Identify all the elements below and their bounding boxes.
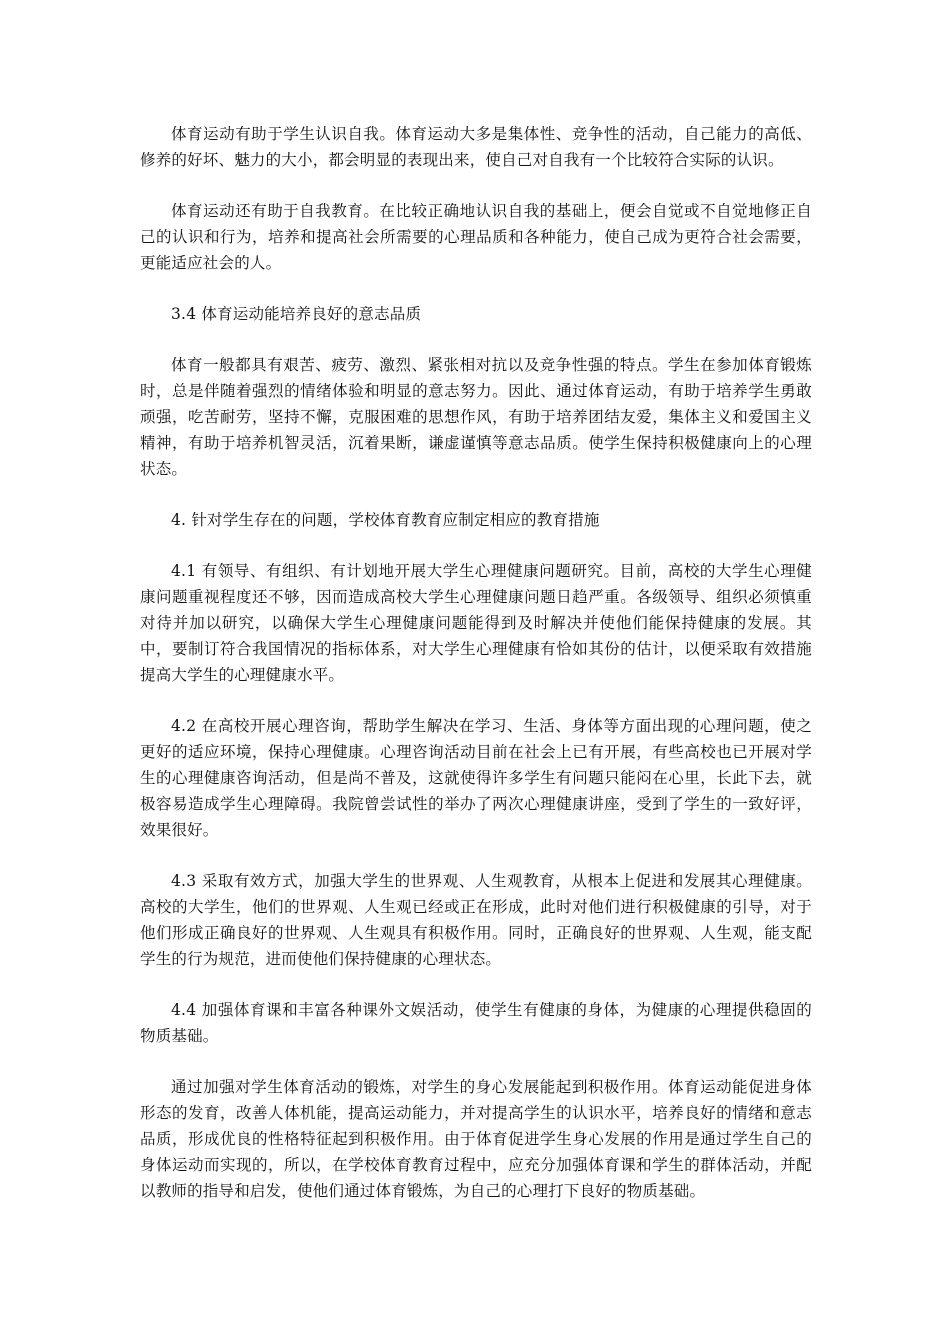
paragraph-conclusion: 通过加强对学生体育活动的锻炼，对学生的身心发展能起到积极作用。体育运动能促进身体形态的发育，改善人体机能，提高运动能力，并对提高学生的认识水平，培养良好的情绪和意志品质，形成优良的性格特征起到积极作用。由于体育促进学生身心发展的作用是通过学生自己的身体运动而实现的，所以，在学校体育教育过程中，应充分加强体育课和学生的群体活动，并配以教师的指导和启发，使他们通过体育锻炼，为自己的心理打下良好的物质基础。 [140, 1078, 812, 1200]
paragraph-self-education: 体育运动还有助于自我教育。在比较正确地认识自我的基础上，便会自觉或不自觉地修正自己的认识和行为，培养和提高社会所需要的心理品质和各种能力，使自己成为更符合社会需要，更能适应社会的人。 [140, 202, 812, 272]
paragraph-4-1: 4.1 有领导、有组织、有计划地开展大学生心理健康问题研究。目前，高校的大学生心理健康问题重视程度还不够，因而造成高校大学生心理健康问题日趋严重。各级领导、组织必须慎重对待并加以研究，以确保大学生心理健康问题能得到及时解决并使他们能保持健康的发展。其中，要制订符合我国情况的指标体系，对大学生心理健康有恰如其份的估计，以便采取有效措施提高大学生的心理健康水平。 [140, 562, 812, 684]
paragraph-4-2: 4.2 在高校开展心理咨询，帮助学生解决在学习、生活、身体等方面出现的心理问题，使之更好的适应环境，保持心理健康。心理咨询活动目前在社会上已有开展，有些高校也已开展对学生的心理健康咨询活动，但是尚不普及，这就使得许多学生有问题只能闷在心里，长此下去，就极容易造成学生心理障碍。我院曾尝试性的举办了两次心理健康讲座，受到了学生的一致好评，效果很好。 [140, 717, 812, 839]
paragraph-willpower: 体育一般都具有艰苦、疲劳、激烈、紧张相对抗以及竞争性强的特点。学生在参加体育锻炼时，总是伴随着强烈的情绪体验和明显的意志努力。因此、通过体育运动，有助于培养学生勇敢顽强，吃苦耐劳，坚持不懈，克服困难的思想作风，有助于培养团结友爱，集体主义和爱国主义精神，有助于培养机智灵活，沉着果断，谦虚谨慎等意志品质。使学生保持积极健康向上的心理状态。 [140, 356, 812, 478]
section-heading-4: 4. 针对学生存在的问题，学校体育教育应制定相应的教育措施 [171, 511, 600, 529]
paragraph-4-3: 4.3 采取有效方式，加强大学生的世界观、人生观教育，从根本上促进和发展其心理健康。高校的大学生，他们的世界观、人生观已经或正在形成，此时对他们进行积极健康的引导，对于他们形成正确良好的世界观、人生观具有积极作用。同时，正确良好的世界观、人生观，能支配学生的行为规范，进而使他们保持健康的心理状态。 [140, 872, 812, 968]
paragraph-self-awareness: 体育运动有助于学生认识自我。体育运动大多是集体性、竞争性的活动，自己能力的高低、修养的好坏、魅力的大小，都会明显的表现出来，使自己对自我有一个比较符合实际的认识。 [140, 125, 812, 169]
paragraph-4-4: 4.4 加强体育课和丰富各种课外文娱活动，使学生有健康的身体，为健康的心理提供稳固的物质基础。 [140, 1001, 812, 1045]
document-body [140, 121, 812, 1229]
section-heading-3-4: 3.4 体育运动能培养良好的意志品质 [171, 305, 422, 323]
